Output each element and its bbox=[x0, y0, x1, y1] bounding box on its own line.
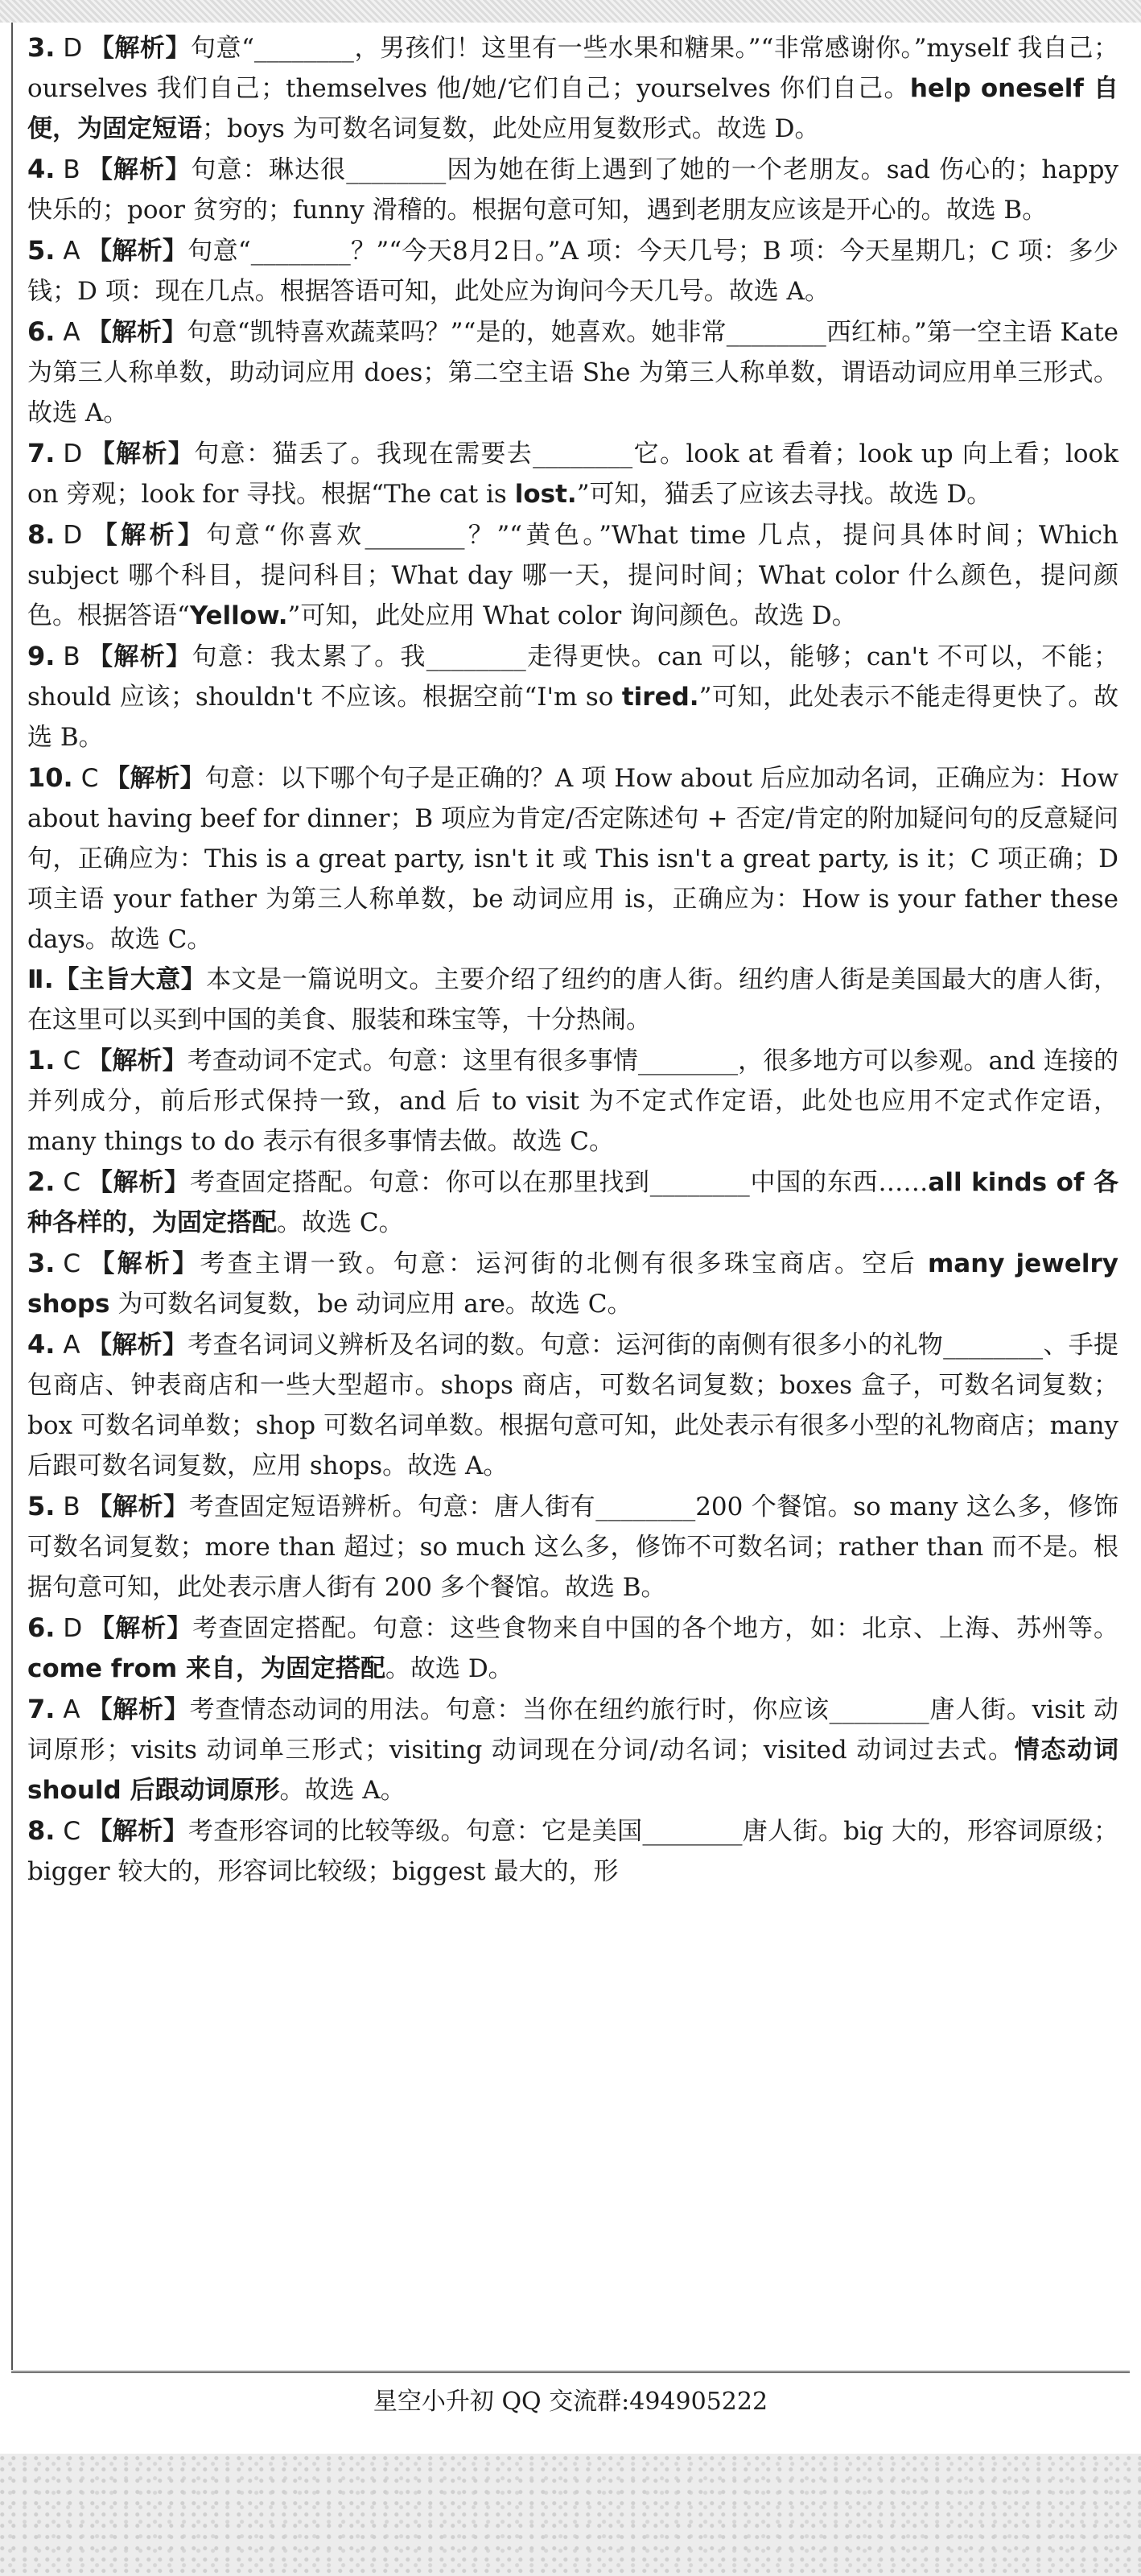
answer-item bbox=[27, 1243, 1118, 1324]
item-number: 8. bbox=[27, 1815, 56, 1846]
item-number: 4. bbox=[27, 1329, 56, 1360]
explanation-text: 考查情态动词的用法。句意：当你在纽约旅行时，你应该________唐人街。visit 动词原形；visits 动词单三形式；visiting 动词现在分词/动名词；visited 动词过去式。 bbox=[27, 1695, 1118, 1765]
analysis-tag: 【解析】 bbox=[86, 642, 192, 671]
explanation-text: 考查固定搭配。句意：你可以在那里找到________中国的东西…… bbox=[189, 1168, 929, 1197]
explanation-text: 考查主谓一致。句意：运河街的北侧有很多珠宝商店。空后 bbox=[200, 1249, 928, 1278]
key-phrase: many jewelry shops bbox=[27, 1249, 1118, 1319]
explanation-text: 。故选 C。 bbox=[277, 1208, 404, 1237]
analysis-tag: 【解析】 bbox=[89, 34, 191, 63]
answer-explanations bbox=[27, 27, 1118, 1892]
item-number: 7. bbox=[27, 1694, 56, 1724]
analysis-tag: 【解析】 bbox=[89, 440, 195, 469]
explanation-text: ；boys 为可数名词复数，此处应用复数形式。故选 D。 bbox=[202, 114, 820, 143]
answer-item bbox=[27, 1324, 1118, 1486]
key-phrase: help oneself 自便，为固定短语 bbox=[27, 74, 1118, 143]
key-phrase: tired. bbox=[621, 683, 699, 712]
answer-item bbox=[27, 1689, 1118, 1810]
passage-summary bbox=[27, 960, 1118, 1040]
answer-item bbox=[27, 149, 1118, 230]
key-phrase: all kinds of 各种各样的，为固定搭配 bbox=[27, 1168, 1119, 1237]
analysis-tag: 【解析】 bbox=[89, 521, 207, 550]
item-number: 1. bbox=[27, 1045, 56, 1075]
analysis-tag: 【解析】 bbox=[86, 155, 192, 184]
analysis-tag: 【解析】 bbox=[86, 237, 188, 266]
analysis-tag: 【解析】 bbox=[86, 1331, 188, 1360]
item-answer: C bbox=[63, 1168, 81, 1197]
explanation-text: 考查动词不定式。句意：这里有很多事情________，很多地方可以参观。and 连接的并列成分，前后形式保持一致，and 后 to visit 为不定式作定语，此处也应用不定式作定语，many things to do 表示有很多事情去做。故选 C。 bbox=[27, 1046, 1118, 1156]
analysis-tag: 【解析】 bbox=[86, 318, 187, 347]
answer-item bbox=[27, 1162, 1118, 1243]
item-answer: B bbox=[63, 642, 80, 671]
answer-item bbox=[27, 433, 1118, 514]
answer-item bbox=[27, 230, 1118, 312]
explanation-text: ”可知，猫丢了应该去寻找。故选 D。 bbox=[576, 480, 992, 509]
answer-item bbox=[27, 312, 1118, 433]
analysis-tag: 【解析】 bbox=[87, 1046, 187, 1075]
analysis-tag: 【解析】 bbox=[87, 1168, 190, 1197]
item-number: 9. bbox=[27, 641, 56, 671]
item-number: 5. bbox=[27, 235, 56, 266]
item-number: 3. bbox=[27, 1248, 56, 1278]
item-number: 6. bbox=[27, 316, 56, 347]
section-1-items bbox=[27, 27, 1118, 960]
summary-text: 本文是一篇说明文。主要介绍了纽约的唐人街。纽约唐人街是美国最大的唐人街，在这里可以买到中国的美食、服装和珠宝等，十分热闹。 bbox=[27, 965, 1119, 1034]
item-number: 6. bbox=[27, 1612, 56, 1643]
item-answer: A bbox=[63, 1331, 80, 1360]
answer-item bbox=[27, 1608, 1118, 1689]
analysis-tag: 【解析】 bbox=[86, 1695, 190, 1724]
explanation-text: 句意“________？”“今天8月2日。”A 项：今天几号；B 项：今天星期几；C 项：多少钱；D 项：现在几点。根据答语可知，此处应为询问今天几号。故选 A。 bbox=[27, 237, 1118, 306]
analysis-tag: 【解析】 bbox=[86, 1492, 189, 1521]
analysis-tag: 【解析】 bbox=[105, 764, 205, 793]
analysis-tag: 【解析】 bbox=[89, 1614, 193, 1643]
answer-item bbox=[27, 1040, 1118, 1162]
item-answer: A bbox=[63, 237, 80, 266]
explanation-text: 为可数名词复数，be 动词应用 are。故选 C。 bbox=[109, 1290, 632, 1319]
explanation-text: 。故选 A。 bbox=[279, 1776, 406, 1805]
item-number: 4. bbox=[27, 154, 56, 184]
summary-label: Ⅱ.【主旨大意】 bbox=[27, 965, 207, 994]
item-answer: C bbox=[63, 1817, 81, 1846]
item-number: 8. bbox=[27, 519, 56, 550]
item-number: 2. bbox=[27, 1166, 56, 1197]
analysis-tag: 【解析】 bbox=[87, 1249, 200, 1278]
key-phrase: lost. bbox=[514, 480, 577, 509]
item-number: 7. bbox=[27, 438, 56, 469]
explanation-text: 句意：我太累了。我________走得更快。can 可以，能够；can't 不可以，不能；should 应该；shouldn't 不应该。根据空前“I'm so bbox=[27, 642, 1119, 712]
explanation-text: ”可知，此处表示不能走得更快了。故选 B。 bbox=[27, 683, 1118, 752]
explanation-text: 考查名词词义辨析及名词的数。句意：运河街的南侧有很多小的礼物________、手提包商店、钟表商店和一些大型超市。shops 商店，可数名词复数；boxes 盒子，可数名词复数；box 可数名词单数；shop 可数名词单数。根据句意可知，此处表示有很多小型的礼物商店；many 后跟可数名词复数，应用 shops。故选 A。 bbox=[27, 1331, 1119, 1480]
item-answer: D bbox=[63, 34, 83, 63]
explanation-text: 考查固定搭配。句意：这些食物来自中国的各个地方，如：北京、上海、苏州等。 bbox=[192, 1614, 1119, 1643]
item-answer: C bbox=[80, 764, 99, 793]
left-column-rule bbox=[11, 23, 13, 2370]
section-2-items bbox=[27, 1040, 1118, 1892]
top-border-band bbox=[0, 0, 1141, 23]
analysis-tag: 【解析】 bbox=[87, 1817, 188, 1846]
explanation-text: 句意：以下哪个句子是正确的？A 项 How about 后应加动名词，正确应为：How about having beef for dinner；B 项应为肯定/否定陈述句 + 否定/肯定的附加疑问句的反意疑问句，正确应为：This is a great party, isn't it 或 This isn't a great party, is it；C 项正确；D 项主语 your father 为第三人称单数，be 动词应用 is，正确应为：How is your father these days。故选 C。 bbox=[27, 764, 1118, 954]
explanation-text: 。故选 D。 bbox=[385, 1654, 513, 1683]
item-number: 10. bbox=[27, 762, 73, 793]
item-answer: D bbox=[63, 521, 83, 550]
item-answer: C bbox=[63, 1249, 81, 1278]
item-answer: B bbox=[63, 155, 80, 184]
item-answer: A bbox=[63, 318, 80, 347]
answer-item bbox=[27, 27, 1118, 149]
item-number: 5. bbox=[27, 1491, 56, 1521]
item-answer: C bbox=[63, 1046, 81, 1075]
answer-item bbox=[27, 1486, 1118, 1608]
item-answer: A bbox=[63, 1695, 80, 1724]
item-answer: B bbox=[63, 1492, 80, 1521]
answer-item bbox=[27, 514, 1118, 636]
explanation-text: ”可知，此处应用 What color 询问颜色。故选 D。 bbox=[287, 601, 857, 630]
bottom-border-band bbox=[0, 2454, 1141, 2576]
explanation-text: 句意：猫丢了。我现在需要去________它。look at 看着；look up 向上看；look on 旁观；look for 寻找。根据“The cat is bbox=[27, 440, 1119, 509]
explanation-text: 考查固定短语辨析。句意：唐人街有________200 个餐馆。so many 这么多，修饰可数名词复数；more than 超过；so much 这么多，修饰不可数名词；rather than 而不是。根据句意可知，此处表示唐人街有 200 多个餐馆。故选 B。 bbox=[27, 1492, 1118, 1602]
explanation-text: 句意“凯特喜欢蔬菜吗？”“是的，她喜欢。她非常________西红柿。”第一空主语 Kate 为第三人称单数，助动词应用 does；第二空主语 She 为第三人称单数，谓语动词应用单三形式。故选 A。 bbox=[27, 318, 1118, 427]
item-answer: D bbox=[63, 1614, 83, 1643]
answer-item bbox=[27, 758, 1118, 960]
explanation-text: 句意“________，男孩们！这里有一些水果和糖果。”“非常感谢你。”myself 我自己；ourselves 我们自己；themselves 他/她/它们自己；yourselves 你们自己。 bbox=[27, 34, 1119, 103]
explanation-text: 句意：琳达很________因为她在街上遇到了她的一个老朋友。sad 伤心的；happy 快乐的；poor 贫穷的；funny 滑稽的。根据句意可知，遇到老朋友应该是开心的。故选 B。 bbox=[27, 155, 1118, 225]
item-number: 3. bbox=[27, 32, 56, 63]
explanation-text: 考查形容词的比较等级。句意：它是美国________唐人街。big 大的，形容词原级；bigger 较大的，形容词比较级；biggest 最大的，形 bbox=[27, 1817, 1118, 1886]
answer-item bbox=[27, 636, 1118, 758]
footer-rule bbox=[11, 2371, 1130, 2373]
key-phrase: Yellow. bbox=[189, 601, 288, 630]
footer-qq-group: 星空小升初 QQ 交流群:494905222 bbox=[373, 2388, 768, 2416]
explanation-text: 句意“你喜欢________？”“黄色。”What time 几点，提问具体时间；Which subject 哪个科目，提问科目；What day 哪一天，提问时间；What color 什么颜色，提问颜色。根据答语“ bbox=[27, 521, 1118, 630]
item-answer: D bbox=[63, 440, 83, 469]
key-phrase: come from 来自，为固定搭配 bbox=[27, 1654, 385, 1683]
key-phrase: 情态动词 should 后跟动词原形 bbox=[27, 1736, 1119, 1805]
answer-item bbox=[27, 1810, 1118, 1892]
